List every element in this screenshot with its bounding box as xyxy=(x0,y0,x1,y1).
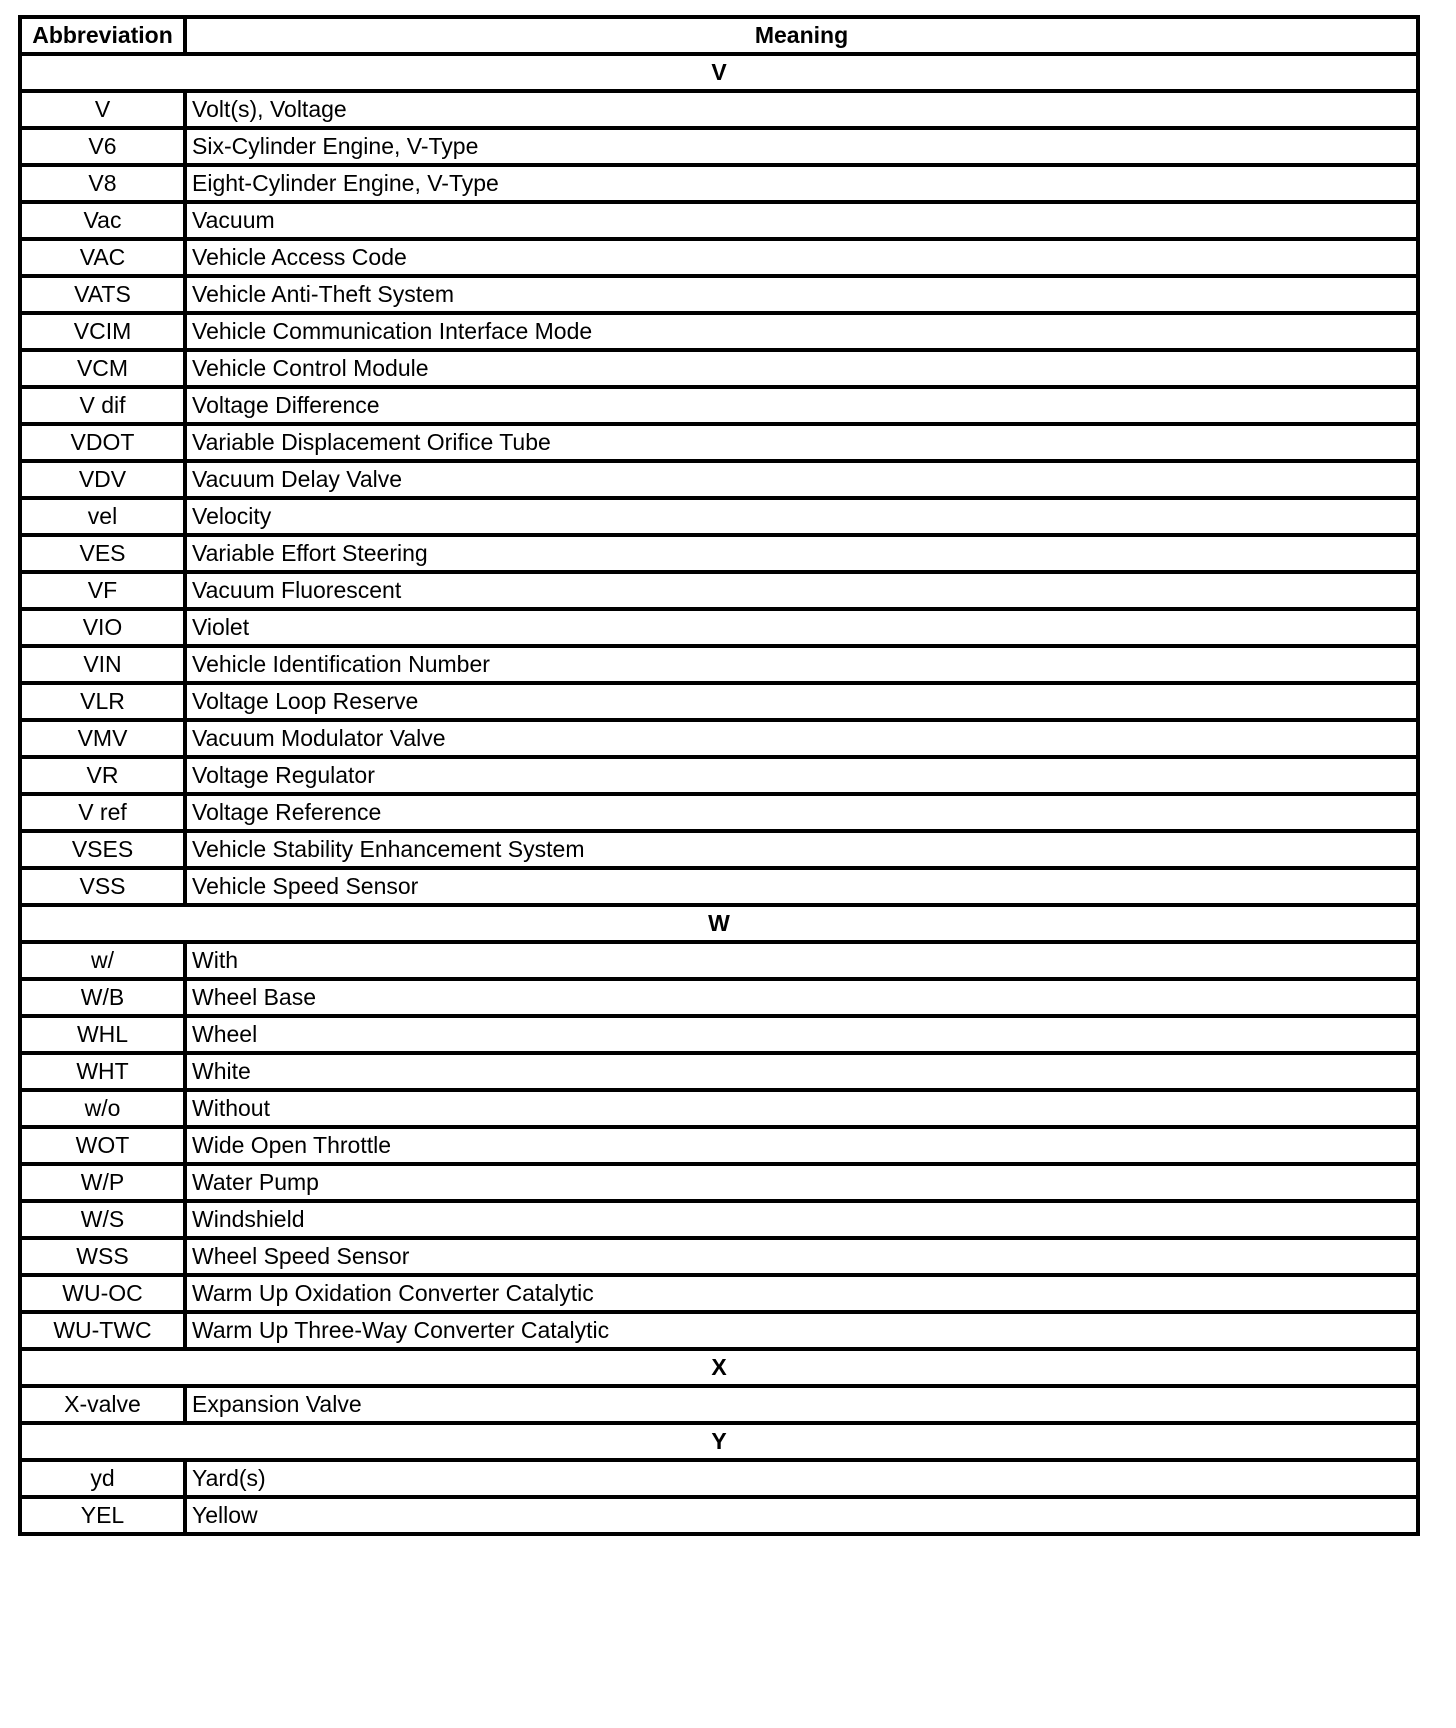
meaning-cell: Vehicle Communication Interface Mode xyxy=(185,313,1418,350)
table-row xyxy=(20,1312,1418,1349)
section-letter-row xyxy=(20,54,1418,91)
abbreviation-cell: WHL xyxy=(20,1016,185,1053)
abbreviation-cell: vel xyxy=(20,498,185,535)
table-row xyxy=(20,424,1418,461)
meaning-cell: Yard(s) xyxy=(185,1460,1418,1497)
meaning-cell: Vacuum xyxy=(185,202,1418,239)
abbreviation-table xyxy=(18,15,1420,1536)
table-body xyxy=(20,54,1418,1534)
abbreviation-cell: VMV xyxy=(20,720,185,757)
meaning-cell: Variable Displacement Orifice Tube xyxy=(185,424,1418,461)
meaning-cell: Vacuum Modulator Valve xyxy=(185,720,1418,757)
table-row xyxy=(20,202,1418,239)
meaning-cell: Windshield xyxy=(185,1201,1418,1238)
meaning-cell: Yellow xyxy=(185,1497,1418,1534)
abbreviation-cell: X-valve xyxy=(20,1386,185,1423)
table-row xyxy=(20,387,1418,424)
meaning-cell: Vehicle Anti-Theft System xyxy=(185,276,1418,313)
table-row xyxy=(20,646,1418,683)
abbreviation-cell: WOT xyxy=(20,1127,185,1164)
meaning-cell: Voltage Difference xyxy=(185,387,1418,424)
table-row xyxy=(20,91,1418,128)
table-row xyxy=(20,609,1418,646)
meaning-cell: With xyxy=(185,942,1418,979)
meaning-cell: Eight-Cylinder Engine, V-Type xyxy=(185,165,1418,202)
abbreviation-cell: VLR xyxy=(20,683,185,720)
meaning-cell: Six-Cylinder Engine, V-Type xyxy=(185,128,1418,165)
meaning-cell: Voltage Reference xyxy=(185,794,1418,831)
table-row xyxy=(20,1164,1418,1201)
abbreviation-cell: WSS xyxy=(20,1238,185,1275)
meaning-cell: White xyxy=(185,1053,1418,1090)
meaning-cell: Warm Up Oxidation Converter Catalytic xyxy=(185,1275,1418,1312)
table-row xyxy=(20,1275,1418,1312)
abbreviation-cell: WU-TWC xyxy=(20,1312,185,1349)
meaning-cell: Vehicle Stability Enhancement System xyxy=(185,831,1418,868)
abbreviation-cell: V8 xyxy=(20,165,185,202)
section-letter-row xyxy=(20,1423,1418,1460)
meaning-cell: Wheel Base xyxy=(185,979,1418,1016)
meaning-cell: Vehicle Access Code xyxy=(185,239,1418,276)
section-letter-heading: W xyxy=(20,905,1418,942)
abbreviation-cell: VDOT xyxy=(20,424,185,461)
table-row xyxy=(20,535,1418,572)
section-letter-row xyxy=(20,905,1418,942)
abbreviation-cell: VES xyxy=(20,535,185,572)
abbreviation-cell: WHT xyxy=(20,1053,185,1090)
abbreviation-cell: YEL xyxy=(20,1497,185,1534)
abbreviation-cell: VCIM xyxy=(20,313,185,350)
meaning-cell: Violet xyxy=(185,609,1418,646)
abbreviation-cell: V xyxy=(20,91,185,128)
abbreviation-cell: VF xyxy=(20,572,185,609)
table-row xyxy=(20,1053,1418,1090)
table-row xyxy=(20,794,1418,831)
abbreviation-cell: VAC xyxy=(20,239,185,276)
table-row xyxy=(20,868,1418,905)
meaning-cell: Voltage Regulator xyxy=(185,757,1418,794)
meaning-cell: Without xyxy=(185,1090,1418,1127)
header-row xyxy=(20,17,1418,54)
abbreviation-column-header: Abbreviation xyxy=(20,17,185,54)
meaning-cell: Warm Up Three-Way Converter Catalytic xyxy=(185,1312,1418,1349)
table-row xyxy=(20,1016,1418,1053)
abbreviation-cell: VIN xyxy=(20,646,185,683)
abbreviation-cell: WU-OC xyxy=(20,1275,185,1312)
abbreviation-cell: VCM xyxy=(20,350,185,387)
abbreviation-cell: W/P xyxy=(20,1164,185,1201)
meaning-cell: Velocity xyxy=(185,498,1418,535)
table-row xyxy=(20,498,1418,535)
table-row xyxy=(20,128,1418,165)
table-row xyxy=(20,165,1418,202)
table-row xyxy=(20,979,1418,1016)
meaning-cell: Vacuum Delay Valve xyxy=(185,461,1418,498)
abbreviation-cell: w/ xyxy=(20,942,185,979)
abbreviation-cell: W/S xyxy=(20,1201,185,1238)
table-row xyxy=(20,683,1418,720)
section-letter-heading: V xyxy=(20,54,1418,91)
abbreviation-cell: VSES xyxy=(20,831,185,868)
section-letter-heading: Y xyxy=(20,1423,1418,1460)
table-row xyxy=(20,572,1418,609)
table-row xyxy=(20,1497,1418,1534)
table-row xyxy=(20,1127,1418,1164)
abbreviation-cell: Vac xyxy=(20,202,185,239)
table-row xyxy=(20,831,1418,868)
table-row xyxy=(20,276,1418,313)
table-row xyxy=(20,1460,1418,1497)
section-letter-heading: X xyxy=(20,1349,1418,1386)
table-row xyxy=(20,757,1418,794)
meaning-cell: Variable Effort Steering xyxy=(185,535,1418,572)
table-row xyxy=(20,1201,1418,1238)
table-row xyxy=(20,461,1418,498)
table-row xyxy=(20,720,1418,757)
meaning-cell: Wheel xyxy=(185,1016,1418,1053)
meaning-cell: Water Pump xyxy=(185,1164,1418,1201)
abbreviation-cell: V6 xyxy=(20,128,185,165)
meaning-cell: Wheel Speed Sensor xyxy=(185,1238,1418,1275)
meaning-column-header: Meaning xyxy=(185,17,1418,54)
abbreviation-cell: VR xyxy=(20,757,185,794)
table-row xyxy=(20,942,1418,979)
table-row xyxy=(20,1386,1418,1423)
section-letter-row xyxy=(20,1349,1418,1386)
meaning-cell: Wide Open Throttle xyxy=(185,1127,1418,1164)
abbreviation-cell: V dif xyxy=(20,387,185,424)
abbreviation-cell: VDV xyxy=(20,461,185,498)
meaning-cell: Volt(s), Voltage xyxy=(185,91,1418,128)
abbreviation-cell: w/o xyxy=(20,1090,185,1127)
meaning-cell: Voltage Loop Reserve xyxy=(185,683,1418,720)
table-row xyxy=(20,239,1418,276)
abbreviation-cell: W/B xyxy=(20,979,185,1016)
meaning-cell: Vacuum Fluorescent xyxy=(185,572,1418,609)
table-row xyxy=(20,1238,1418,1275)
table-row xyxy=(20,1090,1418,1127)
meaning-cell: Expansion Valve xyxy=(185,1386,1418,1423)
table-row xyxy=(20,350,1418,387)
table-row xyxy=(20,313,1418,350)
abbreviation-cell: yd xyxy=(20,1460,185,1497)
abbreviation-cell: VSS xyxy=(20,868,185,905)
meaning-cell: Vehicle Identification Number xyxy=(185,646,1418,683)
abbreviation-cell: VIO xyxy=(20,609,185,646)
meaning-cell: Vehicle Control Module xyxy=(185,350,1418,387)
abbreviation-cell: VATS xyxy=(20,276,185,313)
abbreviation-cell: V ref xyxy=(20,794,185,831)
meaning-cell: Vehicle Speed Sensor xyxy=(185,868,1418,905)
